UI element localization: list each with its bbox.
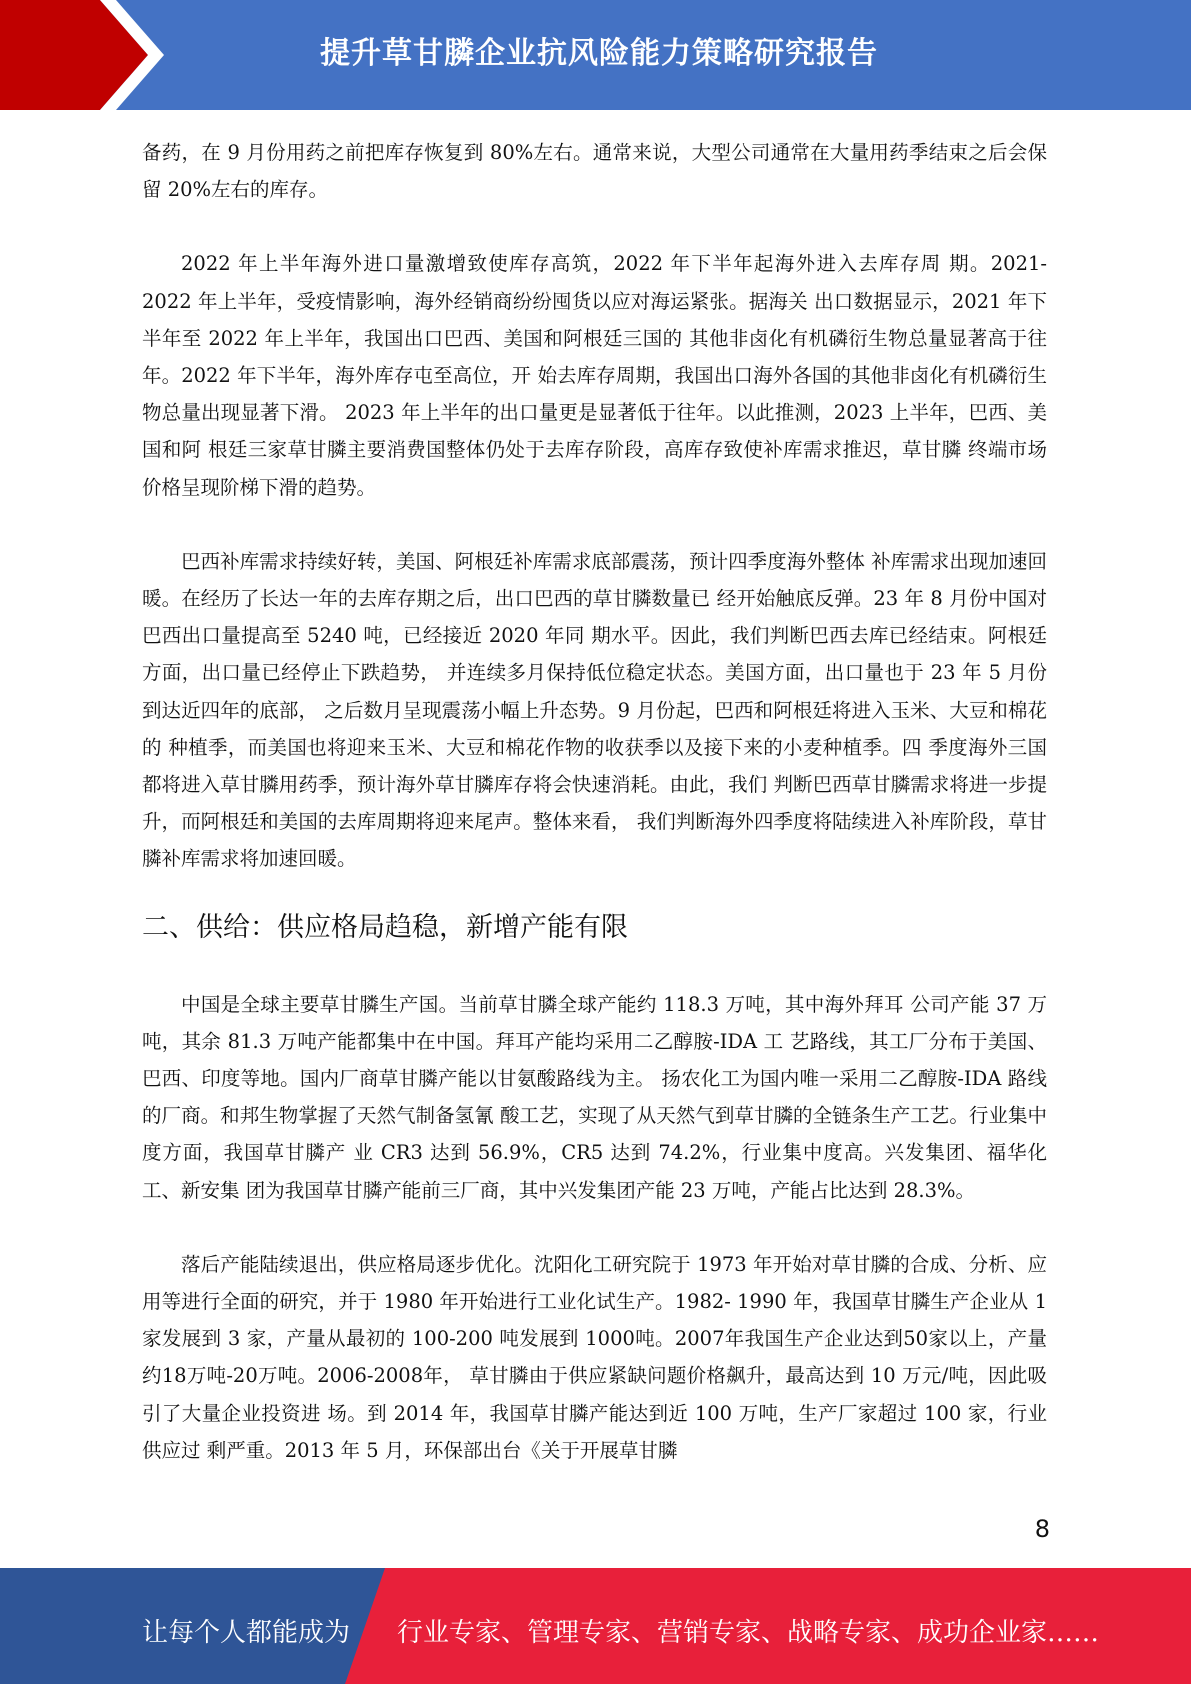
footer-slogan-left: 让每个人都能成为 (142, 1618, 351, 1648)
paragraph-capacity-exit: 落后产能陆续退出，供应格局逐步优化。沈阳化工研究院于 1973 年开始对草甘膦的合成、分析、应用等进行全面的研究，并于 1980 年开始进行工业化试生产。1982- 1990 年，我国草甘膦生产企业从 1 家发展到 3 家，产量从最初的 100-200 吨发展到 1000吨。2007年我国生产企业达到50家以上，产量约18万吨-20万吨。2006-2008年， 草甘膦由于供应紧缺问题价格飙升，最高达到 10 万元/吨，因此吸引了大量企业投资进 场。到 2014 年，我国草甘膦产能达到近 100 万吨，生产厂家超过 100 家，行业供应过 剩严重。2013 年 5 月，环保部出台《关于开展草甘膦 (142, 1252, 1047, 1462)
footer-slogan-right: 行业专家、管理专家、营销专家、战略专家、成功企业家…… (397, 1618, 1100, 1648)
page-header (0, 0, 1191, 110)
section-heading-supply: 二、供给：供应格局趋稳，新增产能有限 (142, 911, 628, 943)
paragraph-continued: 备药，在 9 月份用药之前把库存恢复到 80%左右。通常来说，大型公司通常在大量用药季结束之后会保留 20%左右的库存。 (142, 141, 1047, 202)
paragraph-overseas-destocking: 2022 年上半年海外进口量激增致使库存高筑，2022 年下半年起海外进入去库存周 期。2021-2022 年上半年，受疫情影响，海外经销商纷纷囤货以应对海运紧张。据海关 出口数据显示，2021 年下半年至 2022 年上半年，我国出口巴西、美国和阿根廷三国的 其他非卤化有机磷衍生物总量显著高于往年。2022 年下半年，海外库存屯至高位，开 始去库存周期，我国出口海外各国的其他非卤化有机磷衍生物总量出现显著下滑。 2023 年上半年的出口量更是显著低于往年。以此推测，2023 上半年，巴西、美国和阿 根廷三家草甘膦主要消费国整体仍处于去库存阶段，高库存致使补库需求推迟，草甘膦 终端市场价格呈现阶梯下滑的趋势。 (142, 252, 1047, 499)
document-title: 提升草甘膦企业抗风险能力策略研究报告 (320, 36, 878, 71)
page-body (142, 134, 1047, 1469)
paragraph-global-capacity: 中国是全球主要草甘膦生产国。当前草甘膦全球产能约 118.3 万吨，其中海外拜耳 公司产能 37 万吨，其余 81.3 万吨产能都集中在中国。拜耳产能均采用二乙醇胺-IDA 工 艺路线，其工厂分布于美国、巴西、印度等地。国内厂商草甘膦产能以甘氨酸路线为主。 扬农化工为国内唯一采用二乙醇胺-IDA 路线的厂商。和邦生物掌握了天然气制备氢氰 酸工艺，实现了从天然气到草甘膦的全链条生产工艺。行业集中度方面，我国草甘膦产 业 CR3 达到 56.9%，CR5 达到 74.2%，行业集中度高。兴发集团、福华化工、新安集 团为我国草甘膦产能前三厂商，其中兴发集团产能 23 万吨，产能占比达到 28.3%。 (142, 992, 1047, 1202)
page-number: 8 (1034, 1515, 1050, 1543)
page-footer (0, 1568, 1191, 1684)
paragraph-restocking-demand: 巴西补库需求持续好转，美国、阿根廷补库需求底部震荡，预计四季度海外整体 补库需求出现加速回暖。在经历了长达一年的去库存期之后，出口巴西的草甘膦数量已 经开始触底反弹。23 年 8 月份中国对巴西出口量提高至 5240 吨，已经接近 2020 年同 期水平。因此，我们判断巴西去库已经结束。阿根廷方面，出口量已经停止下跌趋势， 并连续多月保持低位稳定状态。美国方面，出口量也于 23 年 5 月份到达近四年的底部， 之后数月呈现震荡小幅上升态势。9 月份起，巴西和阿根廷将进入玉米、大豆和棉花的 种植季，而美国也将迎来玉米、大豆和棉花作物的收获季以及接下来的小麦种植季。四 季度海外三国都将进入草甘膦用药季，预计海外草甘膦库存将会快速消耗。由此，我们 判断巴西草甘膦需求将进一步提升，而阿根廷和美国的去库周期将迎来尾声。整体来看， 我们判断海外四季度将陆续进入补库阶段，草甘膦补库需求将加速回暖。 (142, 549, 1047, 871)
